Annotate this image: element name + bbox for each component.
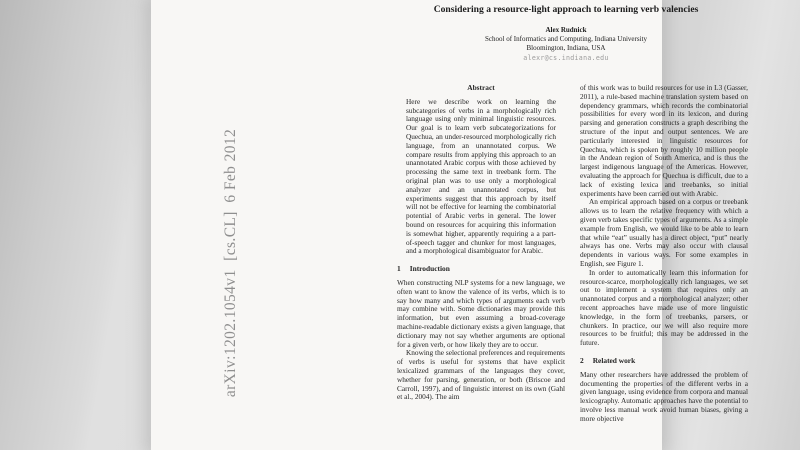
paper-title: Considering a resource-light approach to learning verb valencies [433, 4, 699, 15]
section-2-title: Related work [592, 355, 636, 365]
body-paragraph: In order to automatically learn this information for resource-scarce, morphologically rich languages, we set out to implement a system that requires only an unannotated corpus and a morphological analyzer; other recent approaches have made use of more linguistic knowledge, in the form of treebanks, parsers, or chunkers. In practice, our we will also require more resources to be fruitful; this may be addressed in the future. [580, 267, 748, 348]
section-1-number: 1 [397, 264, 401, 274]
author-affiliation: School of Informatics and Computing, Indiana University [485, 35, 647, 43]
left-column [397, 84, 565, 423]
right-column [580, 84, 748, 423]
section-2-paragraph: Many other researchers have addressed the problem of documenting the properties of the different verbs in a given language, using evidence from corpora and manual lexicography. Automatic approaches have the potential to involve less manual work avoid human biases, giving a more objective [580, 369, 748, 423]
section-1-title: Introduction [409, 264, 450, 274]
section-2-heading [580, 357, 748, 366]
arxiv-watermark: arXiv:1202.1054v1 [cs.CL] 6 Feb 2012 [222, 128, 239, 398]
section-1-paragraph: Knowing the selectional preferences and requirements of verbs is useful for systems that have explicit lexicalized grammars of the languages they cover, whether for parsing, generation, or both (Briscoe and Carroll, 1997), and of linguistic interest on its own (Gahl et al., 2004). The aim [397, 348, 565, 402]
body-paragraph: An empirical approach based on a corpus or treebank allows us to learn the relative frequency with which a given verb takes specific types of arguments. As a simple example from English, we would like to be able to learn that while “eat” usually has a direct object, “put” nearly always has one. Verbs may also occur with clausal dependents in various ways. For some examples in English, see Figure 1. [580, 197, 748, 268]
section-2-number: 2 [580, 355, 584, 365]
abstract-text: Here we describe work on learning the subcategories of verbs in a morphologically rich language using only minimal linguistic resources. Our goal is to learn verb subcategorizations for Quechua, an under-resourced morphologically rich language, from an unannotated corpus. We compare results from applying this approach to an unannotated Arabic corpus with those achieved by processing the same text in treebank form. The original plan was to use only a morphological analyzer and an unannotated corpus, but experiments suggest that this approach by itself will not be effective for learning the combinatorial potential of Arabic verbs in general. The lower bound on resources for acquiring this information is somewhat higher, apparently requiring a a part-of-speech tagger and chunker for most languages, and a morphological disambiguator for Arabic. [406, 96, 556, 256]
section-1-paragraph: When constructing NLP systems for a new language, we often want to know the valence of its verbs, which is to say how many and which types of arguments each verb may combine with. Some dictionaries may provide this information, but even assuming a broad-coverage machine-readable dictionary exists a given language, that dictionary may not say whether arguments are optional for a given verb, or how likely they are to occur. [397, 277, 565, 349]
section-1-heading [397, 265, 565, 274]
author-email: alexr@cs.indiana.edu [523, 54, 609, 62]
two-column-body [397, 84, 749, 423]
abstract-heading: Abstract [467, 83, 495, 92]
author-location: Bloomington, Indiana, USA [526, 44, 606, 52]
author-name: Alex Rudnick [545, 26, 587, 34]
body-paragraph: of this work was to build resources for use in L3 (Gasser, 2011), a rule-based machine translation system based on dependency grammars, which records the combinatorial possibilities for every word in its lexicon, and during parsing and generation constructs a graph describing the structure of the input and output sentences. We are particularly interested in linguistic resources for Quechua, which is spoken by roughly 10 million people in the Andean region of South America, and is thus the largest indigenous language of the Americas. However, evaluating the approach for Quechua is difficult, due to a lack of existing lexica and treebanks, so initial experiments have been carried out with Arabic. [580, 83, 748, 198]
paper-header [377, 4, 755, 63]
author-block [377, 26, 755, 63]
